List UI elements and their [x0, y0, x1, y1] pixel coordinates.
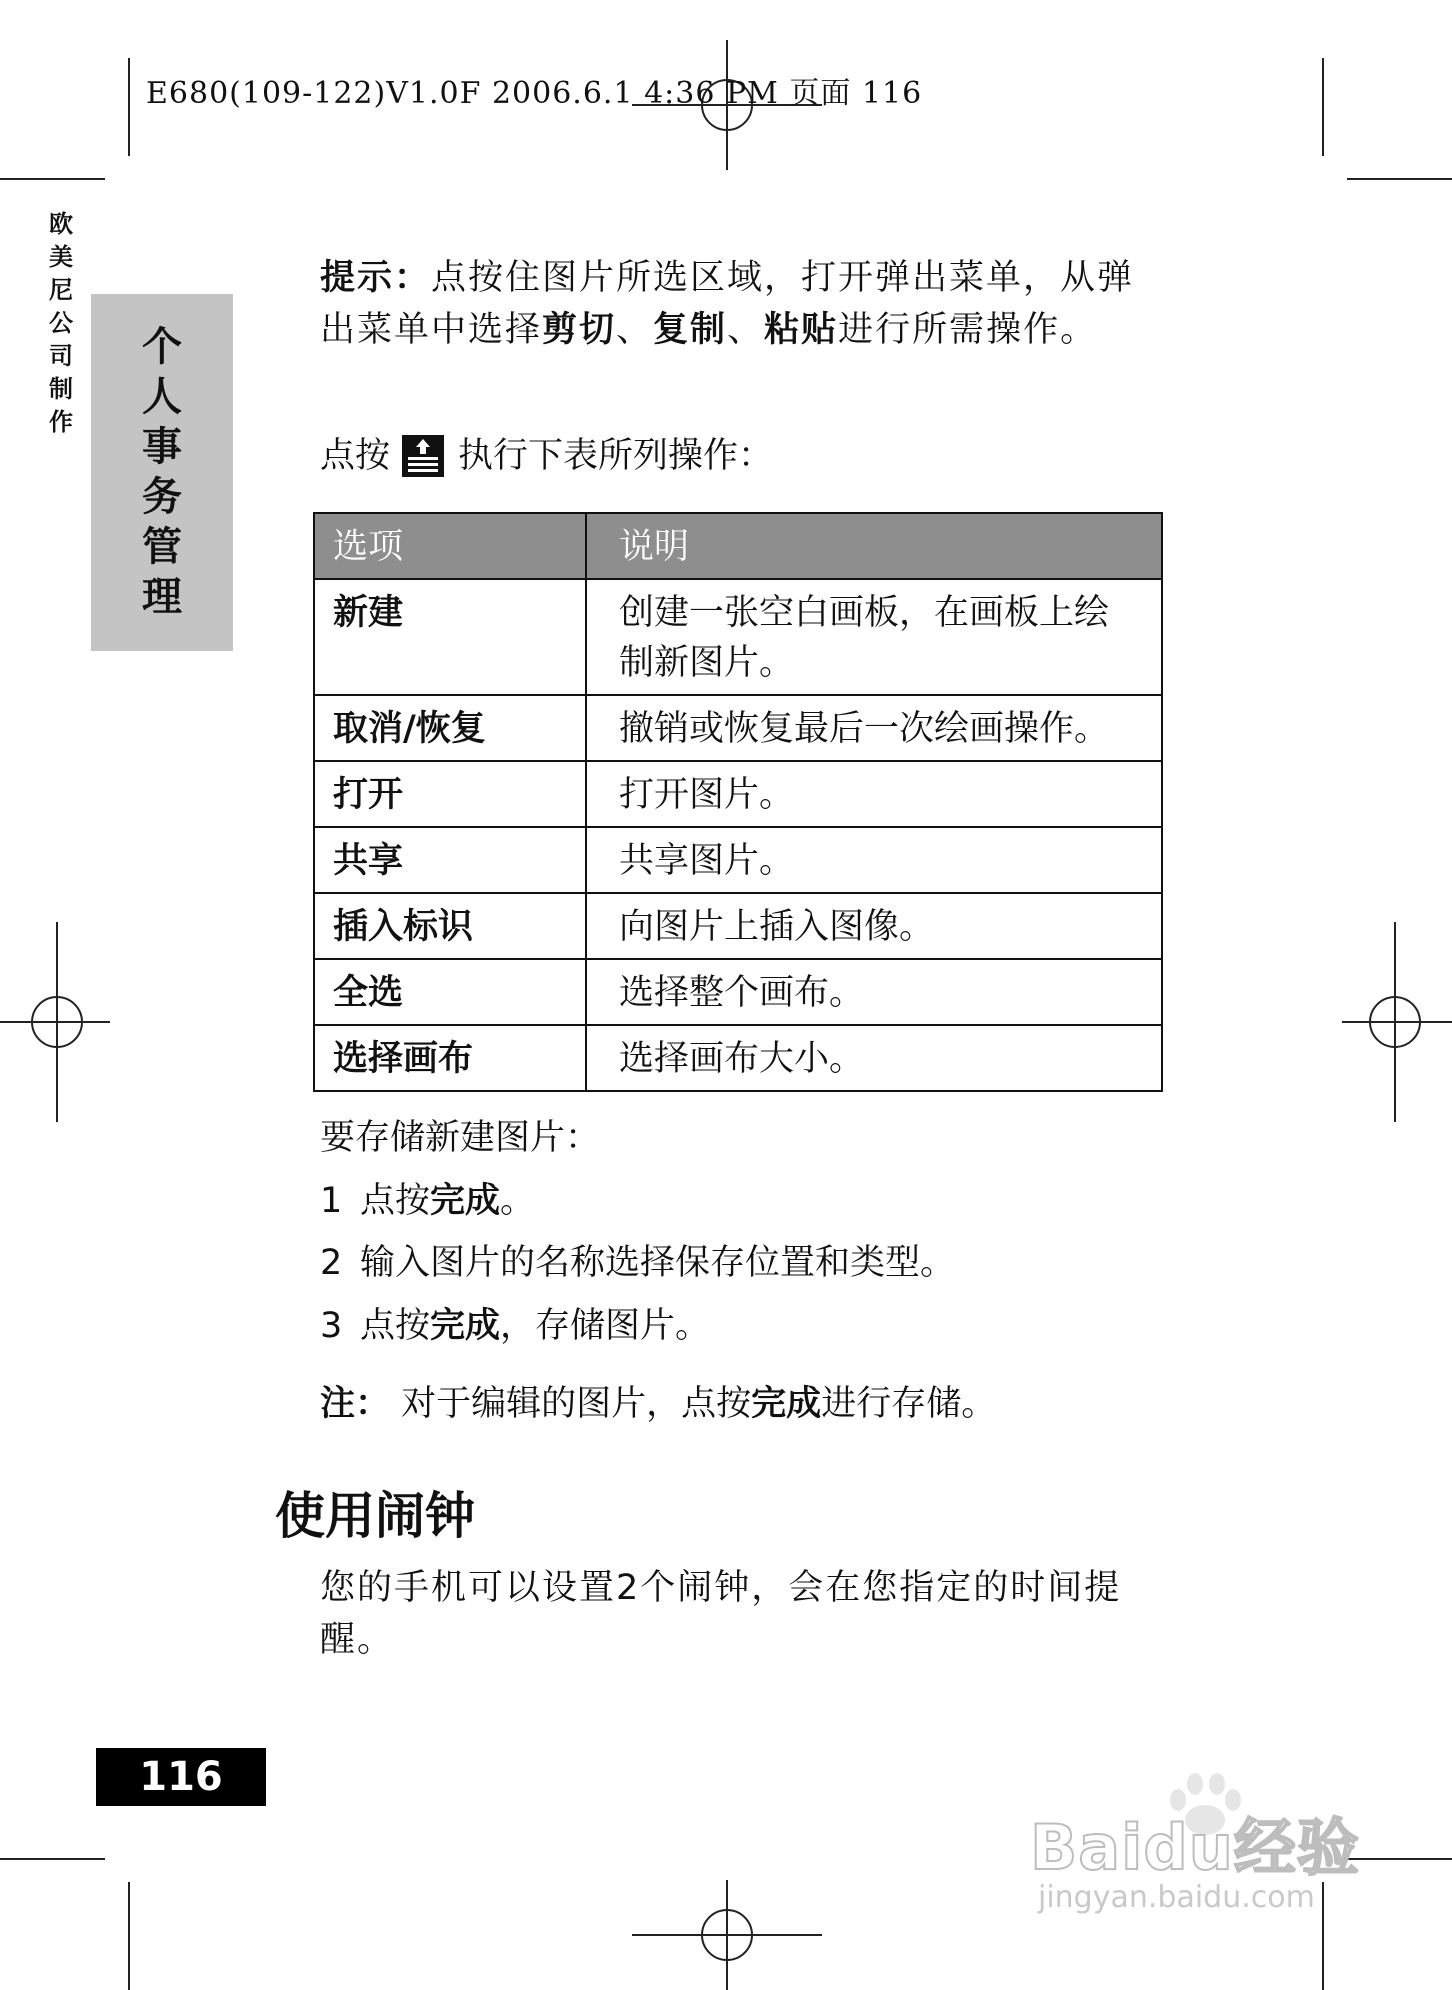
- registration-mark-left: [0, 922, 110, 1122]
- watermark-brand: Baidu经验: [1030, 1811, 1360, 1884]
- tip-paragraph: [320, 252, 1170, 356]
- option-insert-logo: 插入标识: [314, 893, 586, 959]
- option-description: 选择整个画布。: [586, 959, 1162, 1025]
- alarm-paragraph: 您的手机可以设置2个闹钟，会在您指定的时间提醒。: [320, 1568, 1122, 1660]
- option-undo-redo: 取消/恢复: [314, 695, 586, 761]
- step-item: [320, 1175, 535, 1227]
- crop-mark: [0, 1858, 105, 1860]
- option-description: 创建一张空白画板，在画板上绘制新图片。: [586, 579, 1162, 695]
- option-description: 共享图片。: [586, 827, 1162, 893]
- option-description: 撤销或恢复最后一次绘画操作。: [586, 695, 1162, 761]
- page-number: 116: [96, 1748, 266, 1806]
- step-number: 3: [320, 1306, 343, 1346]
- note-text: 对于编辑的图片，点按: [401, 1384, 752, 1424]
- baidu-watermark: [1030, 1770, 1410, 1915]
- step-item: [320, 1237, 955, 1289]
- paste-term: 粘贴: [764, 310, 839, 350]
- option-description: 选择画布大小。: [586, 1025, 1162, 1091]
- crop-mark: [0, 178, 105, 180]
- step-text: 输入图片的名称选择保存位置和类型。: [360, 1243, 956, 1283]
- note-label: 注：: [320, 1384, 391, 1424]
- table-row: [314, 827, 1162, 893]
- registration-mark-bottom: [632, 1880, 822, 1990]
- header-option: 选项: [314, 513, 586, 579]
- option-select-all: 全选: [314, 959, 586, 1025]
- press-text-after: 执行下表所列操作：: [458, 436, 774, 476]
- step-number: 2: [320, 1243, 343, 1283]
- note-paragraph: [320, 1378, 1170, 1430]
- option-description: 向图片上插入图像。: [586, 893, 1162, 959]
- option-select-canvas: 选择画布: [314, 1025, 586, 1091]
- done-term: 完成: [430, 1181, 501, 1221]
- vertical-credit-text: 欧美尼公司制作: [49, 210, 73, 436]
- menu-icon: [402, 435, 444, 477]
- step-text: 点按: [360, 1306, 431, 1346]
- save-intro: 要存储新建图片：: [320, 1118, 601, 1158]
- copy-term: 复制: [653, 310, 728, 350]
- cut-term: 剪切: [542, 310, 617, 350]
- print-header: E680(109-122)V1.0F 2006.6.1 4:36 PM 页面 116: [146, 76, 923, 111]
- table-row: [314, 695, 1162, 761]
- table-header-row: [314, 513, 1162, 579]
- step-text: 点按: [360, 1181, 431, 1221]
- step-number: 1: [320, 1181, 343, 1221]
- done-term: 完成: [751, 1384, 822, 1424]
- tip-text-end: 进行所需操作。: [838, 310, 1098, 350]
- crop-mark: [128, 58, 130, 156]
- option-open: 打开: [314, 761, 586, 827]
- tip-label: 提示：: [320, 258, 432, 298]
- table-row: [314, 579, 1162, 695]
- crop-mark: [1322, 58, 1324, 156]
- done-term: 完成: [430, 1306, 501, 1346]
- note-text-end: 进行存储。: [821, 1384, 997, 1424]
- table-row: [314, 959, 1162, 1025]
- crop-mark: [128, 1882, 130, 1990]
- table-row: [314, 893, 1162, 959]
- table-row: [314, 761, 1162, 827]
- step-item: [320, 1300, 710, 1352]
- press-text: 点按: [320, 436, 391, 476]
- separator: 、: [727, 310, 765, 350]
- option-share: 共享: [314, 827, 586, 893]
- watermark-url: jingyan.baidu.com: [1038, 1880, 1315, 1915]
- step-text-end: 。: [500, 1181, 536, 1221]
- option-description: 打开图片。: [586, 761, 1162, 827]
- crop-mark: [1347, 178, 1452, 180]
- header-description: 说明: [586, 513, 1162, 579]
- step-text-end: ，存储图片。: [500, 1306, 711, 1346]
- table-row: [314, 1025, 1162, 1091]
- separator: 、: [616, 310, 654, 350]
- chapter-title: 个人事务管理: [142, 324, 182, 620]
- option-new: 新建: [314, 579, 586, 695]
- tip-text: 点按住图片所选区域，打开弹出菜单，从弹出菜单中选择: [320, 258, 1135, 350]
- section-heading: 使用闹钟: [275, 1487, 475, 1545]
- chapter-tab: [91, 294, 233, 651]
- press-instruction: [320, 430, 1170, 482]
- options-table: [313, 512, 1163, 1092]
- registration-mark-right: [1342, 922, 1452, 1122]
